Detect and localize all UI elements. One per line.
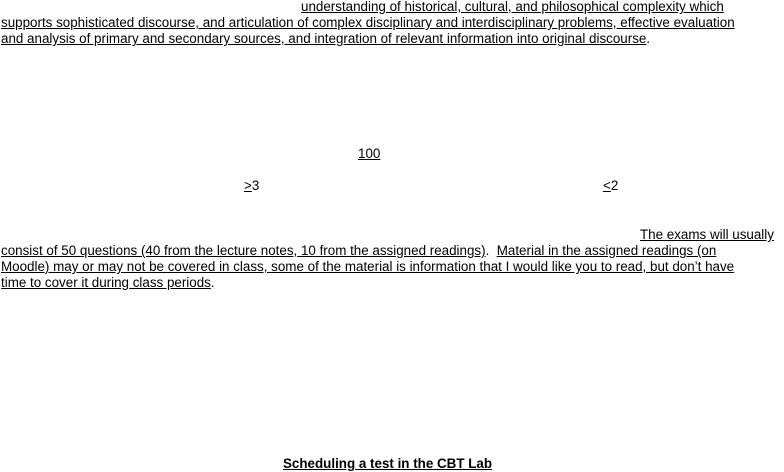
grading-right-value <box>603 178 618 194</box>
grading-left-number: 3 <box>251 178 260 193</box>
exams-line-3: Moodle) may or may not be covered in class, some of the material is information that I would like you to read, but don’t have <box>1 259 735 274</box>
objectives-line-1: understanding of historical, cultural, and philosophical complexity which <box>301 0 724 14</box>
grading-left-value <box>244 178 259 194</box>
less-than-symbol: < <box>603 178 611 193</box>
objectives-line-3-period: . <box>646 31 651 46</box>
objectives-line-3-text: and analysis of primary and secondary sources, and integration of relevant information into original discourse <box>1 31 647 46</box>
exams-line-4-period: . <box>210 275 215 290</box>
grading-right-number: 2 <box>610 178 619 193</box>
exams-line-2-separator: . <box>485 243 497 258</box>
exams-line-4 <box>1 275 215 291</box>
objectives-line-3 <box>1 31 650 47</box>
section-heading: Scheduling a test in the CBT Lab <box>283 456 493 471</box>
greater-than-symbol: > <box>244 178 252 193</box>
grading-total: 100 <box>358 146 381 161</box>
exams-line-2-text-b: Material in the assigned readings (on <box>496 243 717 258</box>
objectives-line-2: supports sophisticated discourse, and articulation of complex disciplinary and interdisciplinary problems, effective evaluation <box>1 15 735 30</box>
exams-line-1: The exams will usually <box>640 227 774 242</box>
exams-line-2 <box>1 243 716 259</box>
exams-line-4-text: time to cover it during class periods <box>1 275 211 290</box>
exams-line-2-text-a: consist of 50 questions (40 from the lecture notes, 10 from the assigned readings) <box>1 243 486 258</box>
